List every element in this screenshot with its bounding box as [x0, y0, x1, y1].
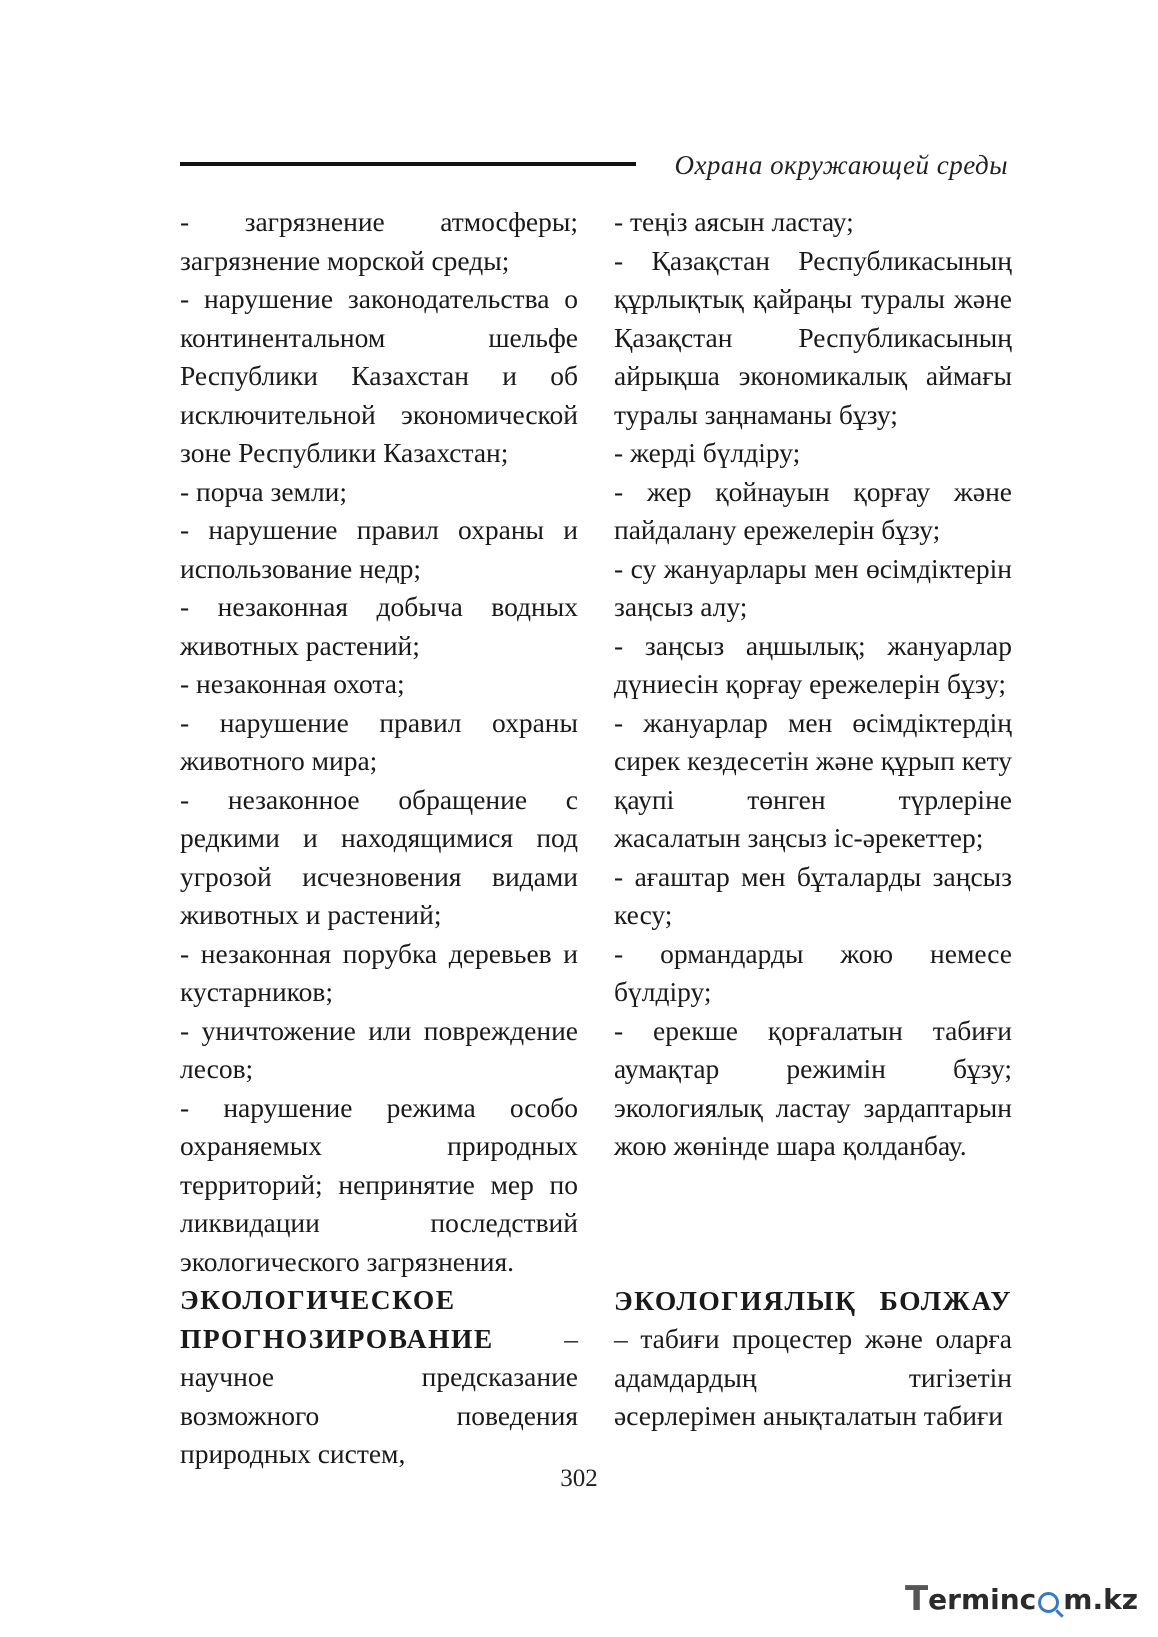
- list-item: - жер қойнауын қорғау және пайдалану ережелерін бұзу;: [614, 475, 1012, 545]
- term-definition: – табиғи процестер және оларға адамдардың тигізетін әсерлерімен анықталатын табиғи: [614, 1323, 1012, 1431]
- list-item: - незаконная добыча водных животных растений;: [180, 591, 578, 661]
- page-number: 302: [560, 1465, 598, 1492]
- list-item: - нарушение правил охраны животного мира;: [180, 706, 578, 776]
- list-item: - жануарлар мен өсімдіктердің сирек кездесетін және құрып кету қаупі төнген түрлеріне жасалатын заңсыз іс-әрекеттер;: [614, 706, 1012, 853]
- list-item: - жерді бүлдіру;: [614, 437, 801, 468]
- list-item: - уничтожение или повреждение лесов;: [180, 1014, 578, 1084]
- column-spacer: [614, 1166, 1012, 1282]
- term-heading: ЭКОЛОГИЯЛЫҚ БОЛЖАУ: [614, 1284, 1012, 1316]
- left-column: [180, 203, 578, 1474]
- list-item: - ағаштар мен бұталарды заңсыз кесу;: [614, 860, 1012, 930]
- magnifier-icon: [1038, 1592, 1059, 1613]
- watermark-text-middle: erminc: [928, 1582, 1037, 1616]
- list-item: - заңсыз аңшылық; жануарлар дүниесін қорғау ережелерін бұзу;: [614, 629, 1012, 699]
- list-item: - нарушение правил охраны и использование недр;: [180, 514, 578, 584]
- list-item: - нарушение законодательства о континентальном шельфе Республики Казахстан и об исключительной экономической зоне Республики Казахстан;: [180, 283, 578, 468]
- list-item: - незаконная порубка деревьев и кустарников;: [180, 937, 578, 1007]
- list-item: - теңіз аясын ластау;: [614, 206, 854, 237]
- term-definition: – научное предсказание возможного поведения природных систем,: [180, 1322, 578, 1469]
- list-item: - Қазақстан Республикасының құрлықтық қайраңы туралы және Қазақстан Республикасының айрықша экономикалық аймағы туралы заңнаманы бұзу;: [614, 244, 1012, 430]
- running-header: Охрана окружающей среды: [674, 150, 1008, 180]
- list-item: - ормандарды жою немесе бүлдіру;: [614, 937, 1012, 1007]
- watermark-initial: T: [904, 1579, 929, 1619]
- right-column: [614, 203, 1012, 1436]
- list-item: - загрязнение атмосферы; загрязнение морской среды;: [180, 206, 578, 276]
- list-item: - нарушение режима особо охраняемых природных территорий; непринятие мер по ликвидации последствий экологического загрязнения.: [180, 1091, 578, 1277]
- term-heading: ЭКОЛОГИЧЕСКОЕ ПРОГНОЗИРОВАНИЕ: [180, 1284, 494, 1354]
- list-item: - ерекше қорғалатын табиғи аумақтар режимін бұзу; экологиялық ластау зардаптарын жою жөнінде шара қолданбау.: [614, 1014, 1012, 1161]
- list-item: - су жануарлары мен өсімдіктерін заңсыз алу;: [614, 552, 1012, 622]
- list-item: - незаконное обращение с редкими и находящимися под угрозой исчезновения видами животных и растений;: [180, 783, 578, 930]
- term-entry: [614, 1282, 1012, 1436]
- header-rule: [180, 162, 636, 166]
- list-item: - незаконная охота;: [180, 668, 405, 699]
- watermark-logo: [905, 1579, 1138, 1619]
- term-entry: [180, 1281, 578, 1474]
- watermark-text-end: m.kz: [1063, 1582, 1138, 1616]
- list-item: - порча земли;: [180, 475, 348, 507]
